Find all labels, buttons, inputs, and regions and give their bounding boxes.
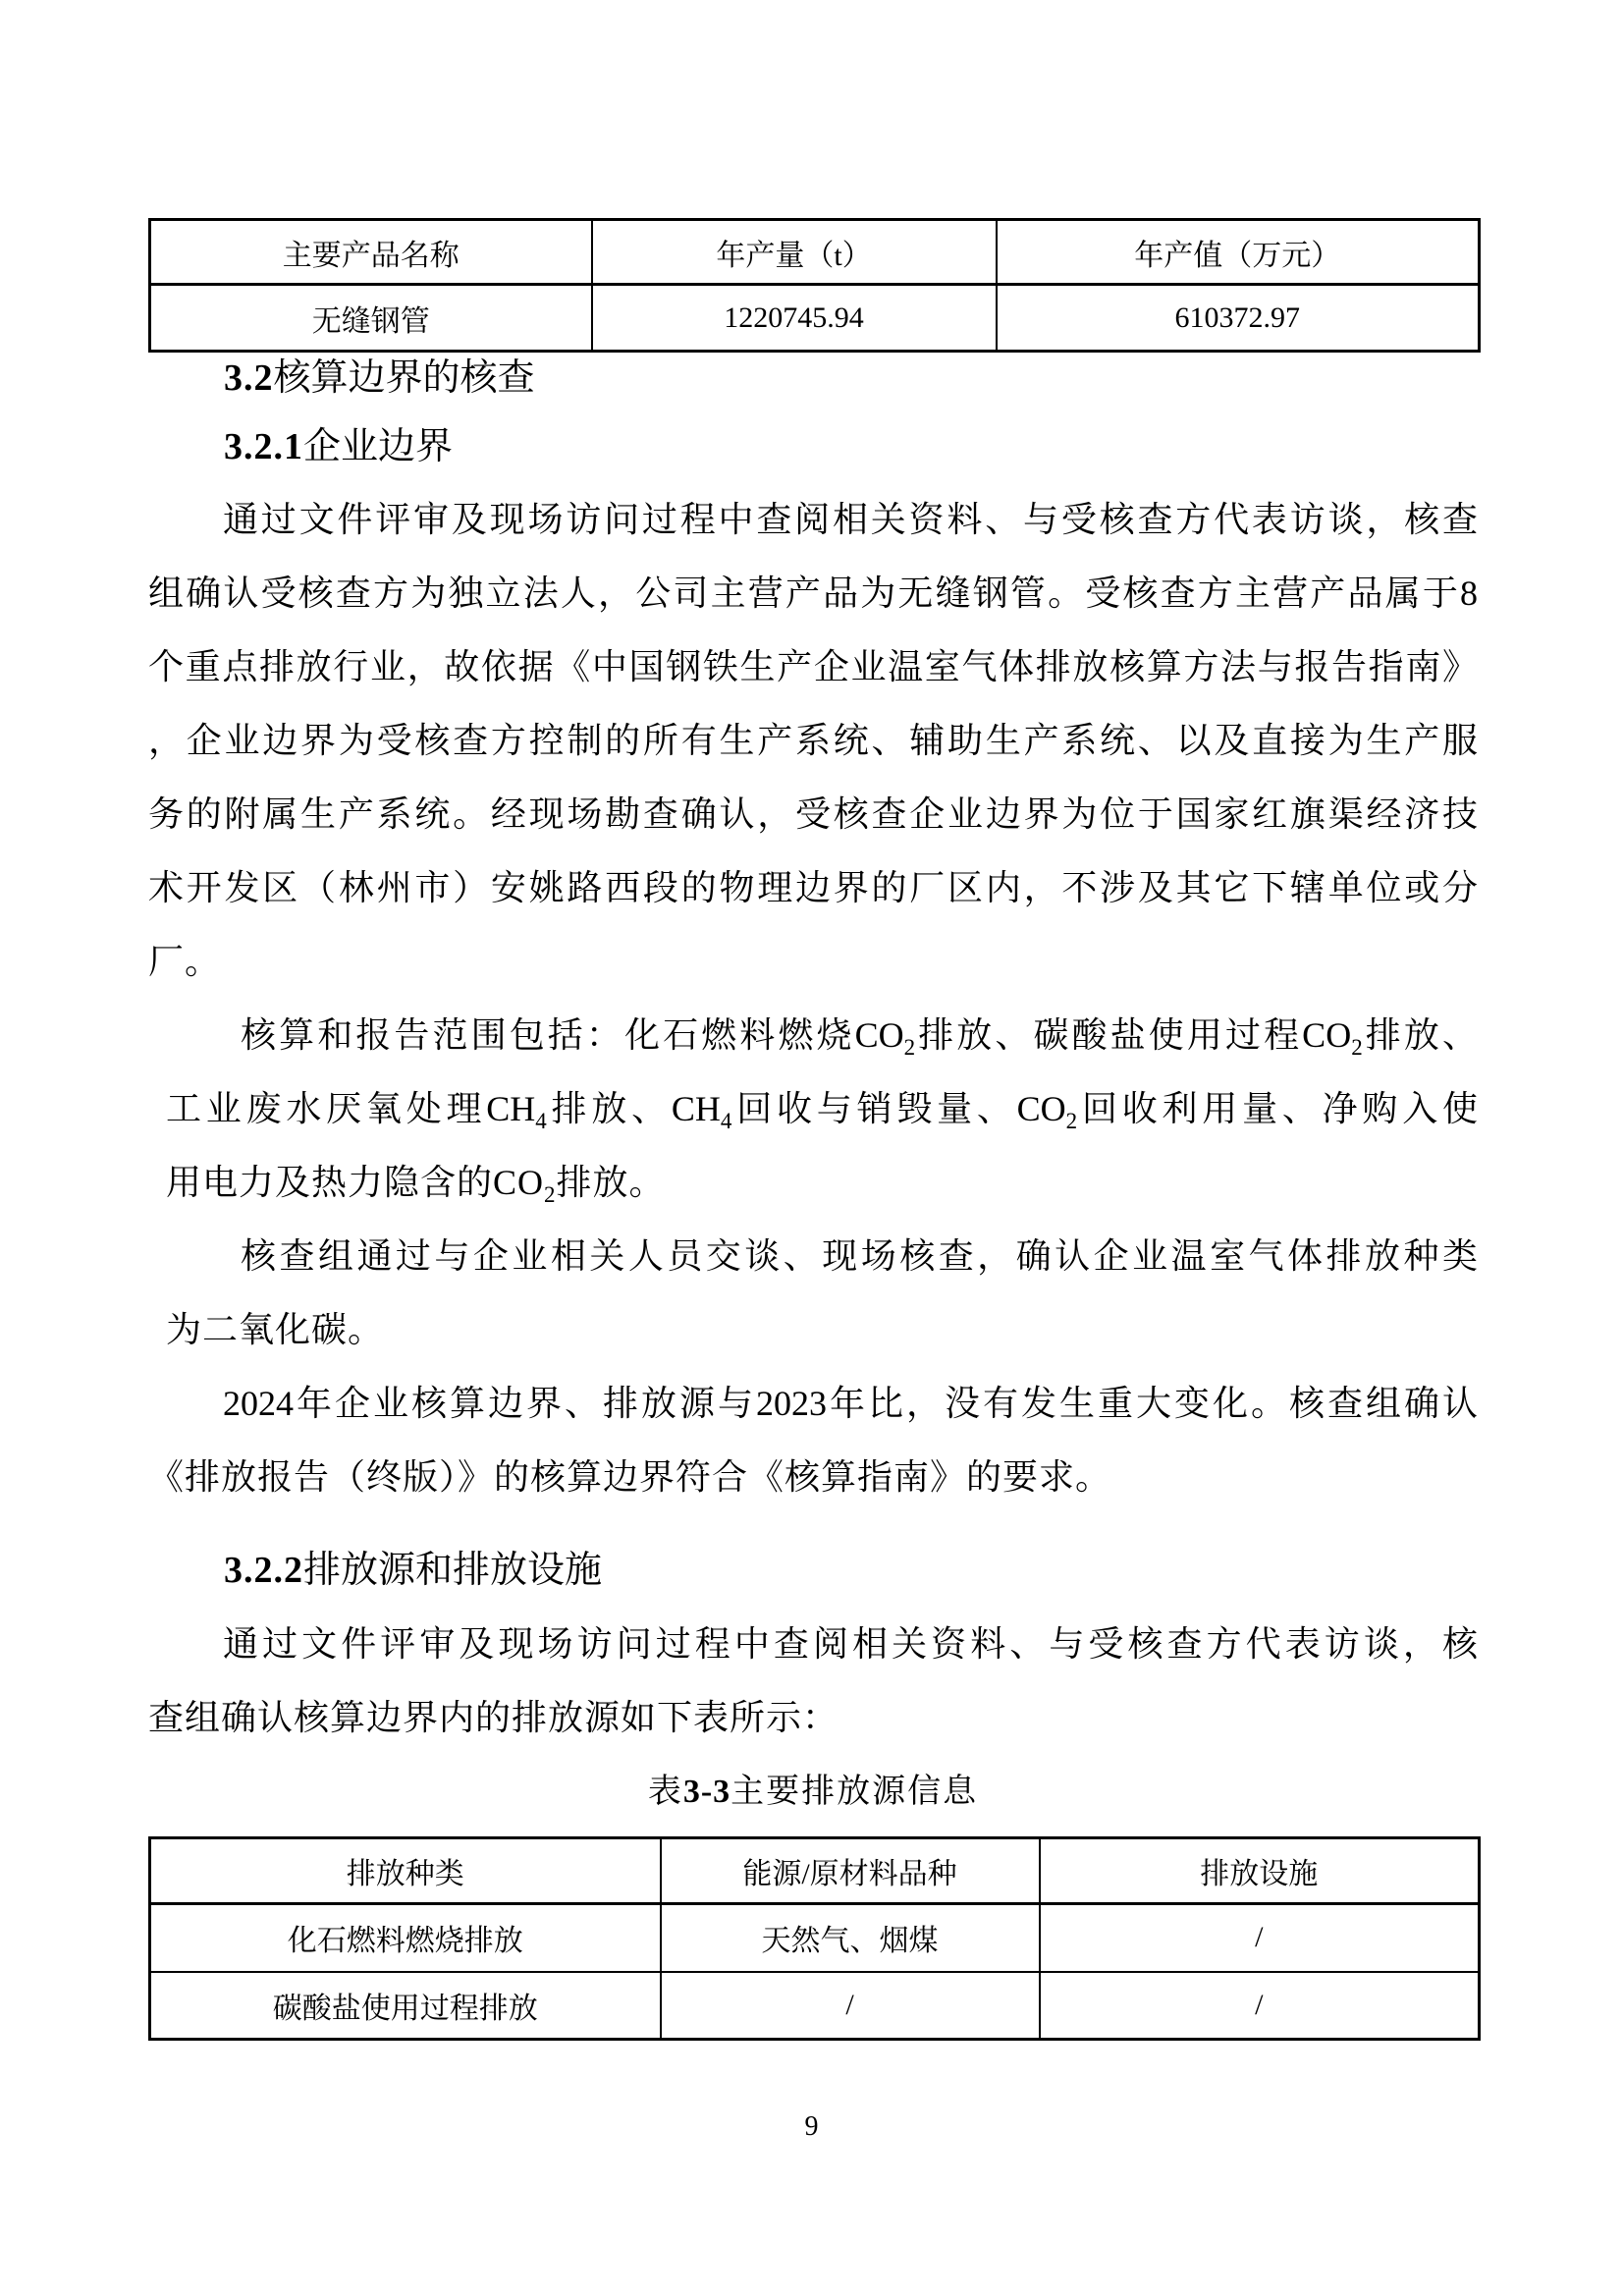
- section-heading-3-2: [148, 354, 1478, 403]
- emission-source-table: [148, 1836, 1481, 2041]
- section-title: 排放源和排放设施: [303, 1550, 603, 1591]
- emission-facility-cell: /: [1040, 1972, 1480, 2040]
- paragraph-line: 2024年企业核算边界、排放源与2023年比，没有发生重大变化。核查组确认: [223, 1384, 1478, 1423]
- body-text: [148, 483, 1478, 1829]
- emission-type-cell: 化石燃料燃烧排放: [150, 1904, 661, 1972]
- section-number: 3.2.2: [224, 1550, 303, 1591]
- caption-title: 主要排放源信息: [730, 1774, 979, 1810]
- paragraph-line: 用电力及热力隐含的$CO_2$排放。: [166, 1163, 666, 1208]
- paragraph-line: 核算和报告范围包括：化石燃料燃烧$CO_2$排放、碳酸盐使用过程$CO_2$排放、: [241, 1015, 1478, 1061]
- emission-table-row: [150, 1972, 1480, 2040]
- section-title: 核算边界的核查: [273, 357, 535, 399]
- paragraph-line: 个重点排放行业，故依据《中国钢铁生产企业温室气体排放核算方法与报告指南》: [148, 647, 1478, 686]
- product-name-cell: 无缝钢管: [150, 285, 592, 352]
- annual-value-cell: 610372.97: [997, 285, 1480, 352]
- paragraph-line: ，企业边界为受核查方控制的所有生产系统、辅助生产系统、以及直接为生产服: [148, 721, 1478, 760]
- product-name-header: 主要产品名称: [150, 220, 592, 285]
- table-3-3-caption: [148, 1755, 1478, 1829]
- section-heading-3-2-2: [148, 1534, 1478, 1608]
- section-number: 3.2.1: [224, 426, 303, 467]
- paragraph-line: 组确认受核查方为独立法人，公司主营产品为无缝钢管。受核查方主营产品属于8: [148, 574, 1478, 613]
- emission-facility-cell: /: [1040, 1904, 1480, 1972]
- paragraph-line: 核查组通过与企业相关人员交谈、现场核查，确认企业温室气体排放种类: [241, 1236, 1478, 1276]
- caption-number: 3-3: [682, 1774, 731, 1810]
- energy-material-cell: /: [661, 1972, 1040, 2040]
- paragraph-line: 为二氧化碳。: [166, 1310, 385, 1349]
- paragraph-line: 《排放报告（终版）》的核算边界符合《核算指南》的要求。: [148, 1457, 1112, 1497]
- product-table-header-row: [150, 220, 1480, 285]
- annual-value-header: 年产值（万元）: [997, 220, 1480, 285]
- paragraph-line: 工业废水厌氧处理$CH_4$排放、$CH_4$回收与销毁量、$CO_2$回收利用量、净购入使: [166, 1089, 1478, 1134]
- section-number: 3.2: [224, 357, 274, 399]
- caption-prefix: 表: [647, 1774, 683, 1810]
- emission-type-cell: 碳酸盐使用过程排放: [150, 1972, 661, 2040]
- emission-table-header-row: [150, 1838, 1480, 1904]
- paragraph-line: 通过文件评审及现场访问过程中查阅相关资料、与受核查方代表访谈，核: [223, 1624, 1478, 1664]
- page-number: 9: [804, 2111, 819, 2142]
- annual-output-header: 年产量（t）: [592, 220, 997, 285]
- paragraph-line: 务的附属生产系统。经现场勘查确认，受核查企业边界为位于国家红旗渠经济技: [148, 794, 1478, 834]
- product-table-row: [150, 285, 1480, 352]
- paragraph-line: 查组确认核算边界内的排放源如下表所示：: [148, 1698, 839, 1737]
- annual-output-cell: 1220745.94: [592, 285, 997, 352]
- paragraph-line: 通过文件评审及现场访问过程中查阅相关资料、与受核查方代表访谈，核查: [223, 500, 1478, 539]
- energy-material-header: 能源/原材料品种: [661, 1838, 1040, 1904]
- paragraph-line: 术开发区（林州市）安姚路西段的物理边界的厂区内，不涉及其它下辖单位或分: [148, 868, 1478, 907]
- product-table: [148, 218, 1481, 353]
- emission-type-header: 排放种类: [150, 1838, 661, 1904]
- paragraph-line: 厂。: [148, 942, 222, 981]
- energy-material-cell: 天然气、烟煤: [661, 1904, 1040, 1972]
- emission-table-row: [150, 1904, 1480, 1972]
- section-heading-3-2-1: [148, 422, 1478, 471]
- emission-facility-header: 排放设施: [1040, 1838, 1480, 1904]
- section-title: 企业边界: [303, 426, 454, 467]
